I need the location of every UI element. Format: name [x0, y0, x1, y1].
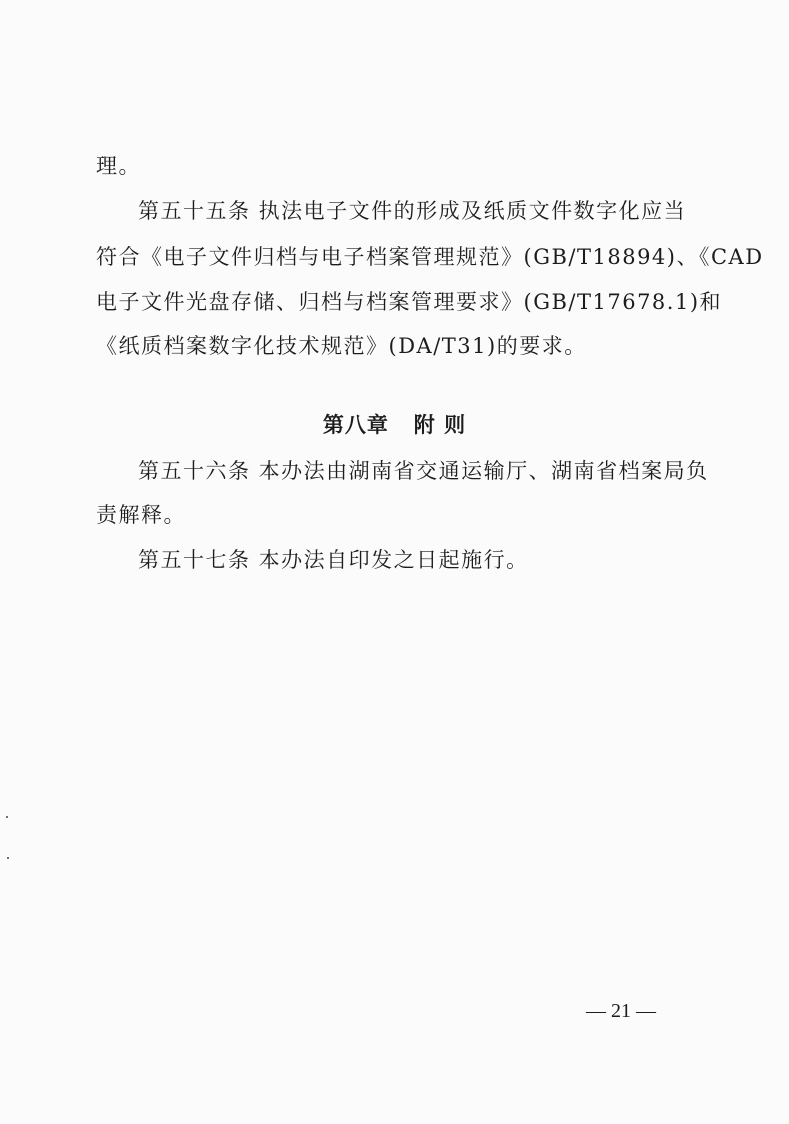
paragraph-continuation: 理。: [96, 154, 141, 178]
article-55-line-2: 符合《电子文件归档与电子档案管理规范》(GB/T18894)、《CAD: [96, 245, 764, 269]
article-55-line-4: 《纸质档案数字化技术规范》(DA/T31)的要求。: [96, 334, 587, 358]
article-55-line-1: 第五十五条 执法电子文件的形成及纸质文件数字化应当: [138, 199, 687, 223]
chapter-heading: 第八章 附 则: [322, 413, 467, 437]
scan-speck: [7, 857, 9, 859]
scan-speck: [6, 816, 8, 818]
article-57: 第五十七条 本办法自印发之日起施行。: [138, 548, 529, 572]
article-55-line-3: 电子文件光盘存储、归档与档案管理要求》(GB/T17678.1)和: [96, 290, 723, 314]
page-number: — 21 —: [586, 1000, 656, 1022]
article-56-line-2: 责解释。: [96, 503, 186, 527]
article-56-line-1: 第五十六条 本办法由湖南省交通运输厅、湖南省档案局负: [138, 459, 709, 483]
